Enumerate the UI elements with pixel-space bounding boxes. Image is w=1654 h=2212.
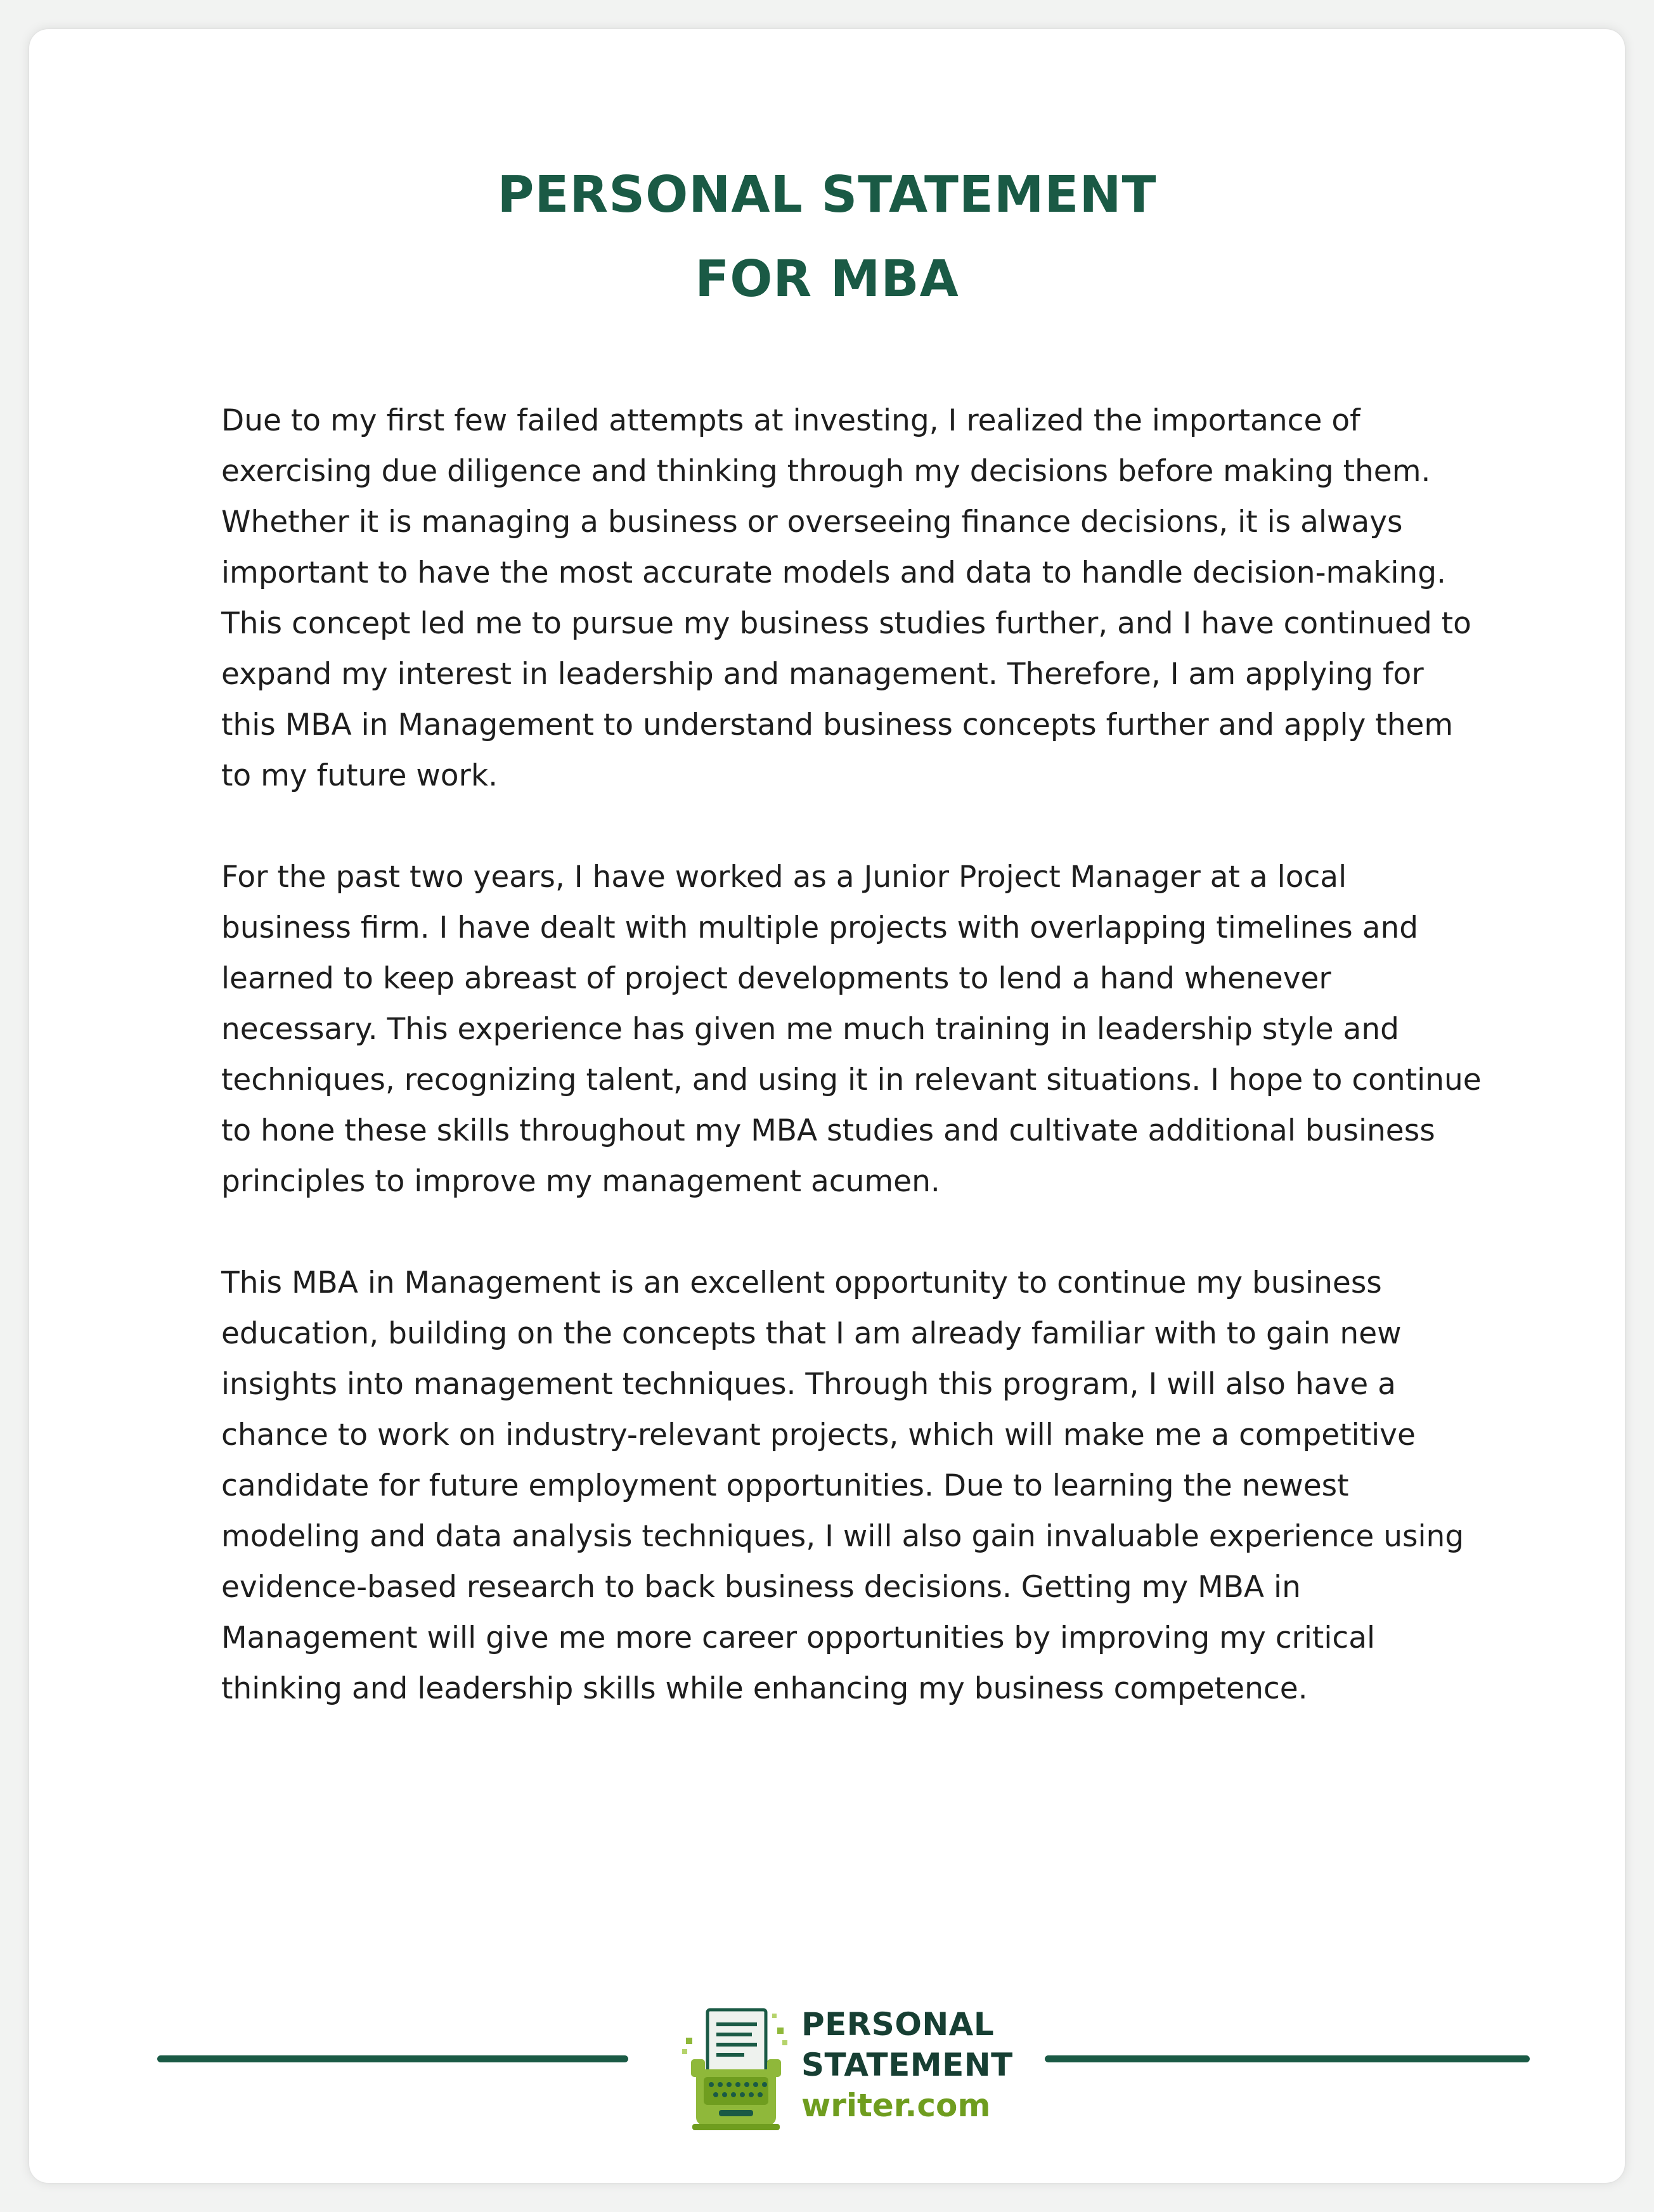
title-line-2: FOR MBA [695, 250, 959, 308]
footer-logo [682, 2001, 1024, 2140]
logo-line-2: STATEMENT [801, 2047, 1013, 2083]
logo-line-3: writer.com [801, 2087, 991, 2124]
title-line-1: PERSONAL STATEMENT [497, 165, 1157, 224]
footer-rule-right [1045, 2055, 1530, 2062]
footer-rule-left [157, 2055, 628, 2062]
typewriter-icon [682, 2001, 790, 2140]
paragraph-1: Due to my first few failed attempts at investing, I realized the importance of exercising due diligence and thinking through my decisions before making them. Whether it is managing a business or overseeing finance decisions, it is always important to have the most accurate models and data to handle decision-making. This concept led me to pursue my business studies further, and I have continued to expand my interest in leadership and management. Therefore, I am applying for this MBA in Management to understand business concepts further and apply them to my future work. [221, 403, 1471, 793]
document-page [29, 29, 1625, 2183]
logo-line-1: PERSONAL [801, 2006, 995, 2043]
paragraph-3: This MBA in Management is an excellent opportunity to continue my business education, building on the concepts that I am already familiar with to gain new insights into management techniques. Through this program, I will also have a chance to work on industry-relevant projects, which will make me a competitive candidate for future employment opportunities. Due to learning the newest modeling and data analysis techniques, I will also gain invaluable experience using evidence-based research to back business decisions. Getting my MBA in Management will give me more career opportunities by improving my critical thinking and leadership skills while enhancing my business competence. [221, 1265, 1464, 1706]
document-title [29, 153, 1625, 321]
paragraph-2: For the past two years, I have worked as a Junior Project Manager at a local business firm. I have dealt with multiple projects with overlapping timelines and learned to keep abreast of project developments to lend a hand whenever necessary. This experience has given me much training in leadership style and techniques, recognizing talent, and using it in relevant situations. I hope to continue to hone these skills throughout my MBA studies and cultivate additional business principles to improve my management acumen. [221, 860, 1482, 1199]
logo-wordmark [801, 2004, 1013, 2126]
document-body [221, 396, 1483, 1765]
